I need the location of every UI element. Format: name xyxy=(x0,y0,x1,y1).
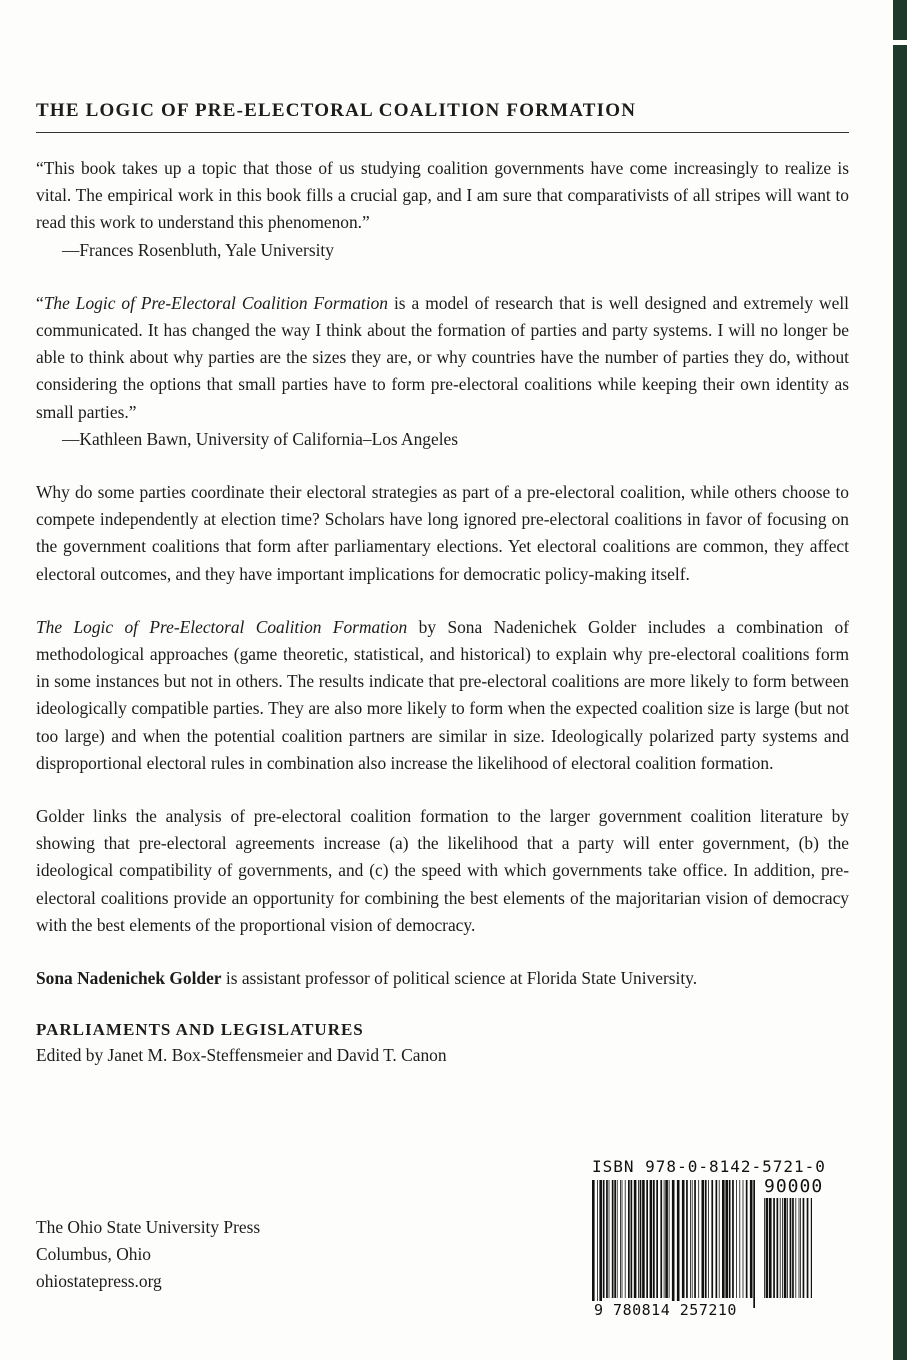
barcode-bar xyxy=(617,1180,618,1298)
barcode-area xyxy=(592,1176,824,1322)
barcode-bar xyxy=(628,1180,630,1298)
barcode-bar xyxy=(660,1180,662,1298)
page-title: THE LOGIC OF PRE-ELECTORAL COALITION FORMATION xyxy=(36,100,849,133)
quote-open-mark: “ xyxy=(36,292,44,313)
blurbs xyxy=(36,155,849,453)
back-cover xyxy=(36,100,849,1068)
series-editors: Edited by Janet M. Box-Steffensmeier and David T. Canon xyxy=(36,1045,447,1066)
barcode-bar xyxy=(690,1180,691,1298)
author-name: Sona Nadenichek Golder xyxy=(36,968,222,989)
barcode-bar xyxy=(599,1180,602,1308)
price-code: 90000 xyxy=(764,1176,824,1197)
barcode-bar xyxy=(597,1180,598,1308)
barcode-bar xyxy=(669,1180,670,1298)
barcode-bar xyxy=(799,1198,800,1298)
barcode-bar xyxy=(634,1180,637,1298)
barcode-bar xyxy=(614,1180,616,1298)
barcode-bar xyxy=(711,1180,713,1298)
barcode-bar xyxy=(702,1180,705,1298)
author-bio-text: is assistant professor of political science at Florida State University. xyxy=(221,968,698,989)
barcode-bar xyxy=(708,1180,709,1298)
publisher-name: The Ohio State University Press xyxy=(36,1217,261,1237)
barcode-bar xyxy=(665,1180,668,1298)
quote-bawn xyxy=(36,290,849,453)
barcode-bar xyxy=(640,1180,642,1298)
publisher-website: ohiostatepress.org xyxy=(36,1271,162,1291)
barcode-bar xyxy=(753,1180,755,1308)
barcode-bar xyxy=(769,1198,772,1298)
spine-mark xyxy=(893,40,907,45)
barcode-bar xyxy=(642,1180,645,1298)
barcode-bar xyxy=(625,1180,626,1298)
barcode-bar xyxy=(803,1198,805,1298)
isbn-label: ISBN 978-0-8142-5721-0 xyxy=(592,1157,826,1176)
description-paragraph-1: Why do some parties coordinate their electoral strategies as part of a pre-electoral coalition, while others choose to compete independently at election time? Scholars have long ignored pre-electoral coalitions in favor of focusing on the government coalitions that form after parliamentary elections. Yet electoral coalitions are common, they affect electoral outcomes, and they have important implications for democratic policy-making itself. xyxy=(36,482,849,584)
quote-rosenbluth xyxy=(36,155,849,264)
quote-attribution: —Kathleen Bawn, University of California–Los Angeles xyxy=(62,428,459,449)
barcode-bar xyxy=(592,1180,595,1308)
barcode-bar xyxy=(736,1180,737,1298)
barcode-bar xyxy=(795,1198,796,1298)
quote-text: is a model of research that is well designed and extremely well communicated. It has changed the way I think about the formation of parties and party systems. I will no longer be able to think about why parties are the sizes they are, or why countries have the number of parties they do, without considering the options that small parties have to form pre-electoral coalitions while keeping their own identity as small parties.” xyxy=(36,292,849,422)
barcode-bar xyxy=(722,1180,725,1298)
barcode-bar xyxy=(750,1180,753,1298)
book-title-italic: The Logic of Pre-Electoral Coalition Formation xyxy=(43,292,388,313)
paragraph-text: by Sona Nadenichek Golder includes a combination of methodological approaches (game theoretic, statistical, and historical) to explain why pre-electoral coalitions form in some instances but not in others. The results indicate that pre-electoral coalitions are more likely to form between ideologically compatible parties. They are also more likely to form when the expected coalition size is large (but not too large) and when the potential coalition partners are similar in size. Ideologically polarized party systems and disproportional electoral rules in combination also increase the likelihood of electoral coalition formation. xyxy=(36,616,849,773)
barcode-bar xyxy=(705,1180,707,1298)
barcode-bar xyxy=(664,1180,665,1298)
barcode-bar xyxy=(780,1198,781,1298)
barcode-bar xyxy=(622,1180,623,1298)
barcode-bar xyxy=(732,1180,734,1298)
barcode-bar xyxy=(609,1180,610,1298)
barcode-bar xyxy=(739,1180,740,1298)
barcode-bar xyxy=(787,1198,788,1298)
barcode-bar xyxy=(725,1180,728,1298)
barcode-bar xyxy=(792,1198,794,1298)
barcode-bar xyxy=(650,1180,653,1298)
barcode-bar xyxy=(672,1180,675,1308)
barcode-bar xyxy=(729,1180,731,1298)
series-block xyxy=(36,1018,849,1068)
barcode-bars xyxy=(592,1180,756,1308)
barcode-bar xyxy=(777,1198,779,1298)
barcode-bar xyxy=(811,1198,812,1298)
description-paragraph-2 xyxy=(36,614,849,777)
barcode-bar xyxy=(620,1180,621,1298)
isbn-barcode xyxy=(592,1157,826,1322)
barcode-bar xyxy=(612,1180,614,1298)
barcode-bar xyxy=(807,1198,809,1298)
barcode-bar xyxy=(603,1180,605,1298)
barcode-bar xyxy=(692,1180,693,1298)
quote-attribution: —Frances Rosenbluth, Yale University xyxy=(62,239,334,260)
barcode-bar xyxy=(638,1180,639,1298)
barcode-bar xyxy=(682,1180,685,1298)
publisher-block xyxy=(36,1214,260,1295)
book-title-italic: The Logic of Pre-Electoral Coalition Formation xyxy=(36,616,408,637)
description-paragraph-3: Golder links the analysis of pre-electoral coalition formation to the larger government coalition literature by showing that pre-electoral agreements increase (a) the likelihood that a party will enter government, (b) the ideological compatibility of governments, and (c) the speed with which governments take office. In addition, pre-electoral coalitions provide an opportunity for combining the best elements of the majoritarian vision of democracy with the best elements of the proportional vision of democracy. xyxy=(36,806,849,935)
quote-text: “This book takes up a topic that those of us studying coalition governments have come increasingly to realize is vital. The empirical work in this book fills a crucial gap, and I am sure that comparativists of all stripes will want to read this work to understand this phenomenon.” xyxy=(36,158,849,233)
barcode-bar xyxy=(746,1180,748,1298)
barcode-bar xyxy=(719,1180,720,1298)
spine-edge xyxy=(893,0,907,1360)
barcode-bar xyxy=(656,1180,658,1298)
barcode-bar xyxy=(646,1180,648,1298)
barcode-bar xyxy=(766,1198,769,1298)
barcode-bar xyxy=(631,1180,633,1298)
barcode-bar xyxy=(694,1180,696,1298)
series-title: PARLIAMENTS AND LEGISLATURES xyxy=(36,1020,364,1040)
barcode-bar xyxy=(800,1198,801,1298)
publisher-city: Columbus, Ohio xyxy=(36,1244,151,1264)
price-barcode-bars xyxy=(764,1198,812,1308)
barcode-bar xyxy=(716,1180,718,1298)
barcode-bar xyxy=(764,1198,765,1298)
barcode-bar xyxy=(743,1180,744,1298)
barcode-digits: 9 780814 257210 xyxy=(594,1301,737,1319)
barcode-bar xyxy=(606,1180,608,1298)
barcode-bar xyxy=(677,1180,680,1308)
barcode-bar xyxy=(784,1198,787,1298)
barcode-bar xyxy=(782,1198,783,1298)
barcode-bar xyxy=(686,1180,688,1298)
barcode-bar xyxy=(790,1198,792,1298)
barcode-bar xyxy=(773,1198,775,1298)
barcode-bar xyxy=(698,1180,699,1298)
barcode-bar xyxy=(653,1180,655,1298)
author-bio xyxy=(36,965,849,992)
